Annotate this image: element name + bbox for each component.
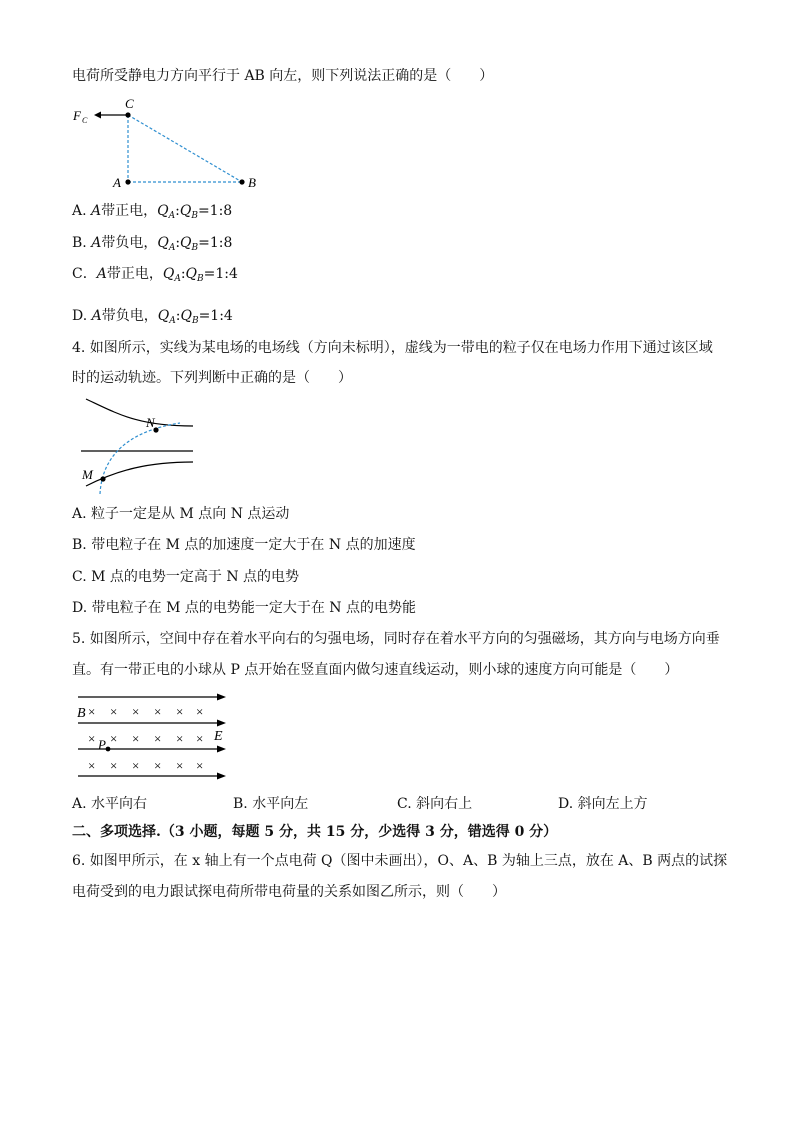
- q3-option-c: C．A带正电，$Q_A:Q_B=1:4$: [72, 266, 238, 284]
- cross-mark: ×: [88, 731, 96, 746]
- q4-stem-line1: 4. 如图所示，实线为某电场的电场线（方向未标明），虚线为一带电的粒子仅在电场力作用下通过该区域: [72, 340, 713, 356]
- q6-stem-line2: 电荷受到的电力跟试探电荷所带电荷量的关系如图乙所示，则（ ）: [72, 884, 506, 900]
- q5-option-d: D. 斜向左上方: [558, 796, 648, 812]
- q3-option-b: B. A带负电，$Q_A:Q_B=1:8$: [72, 235, 233, 253]
- q3-option-a: A. A带正电，$Q_A:Q_B=1:8$: [72, 203, 233, 221]
- cross-mark: ×: [176, 731, 184, 746]
- cross-mark: ×: [110, 704, 118, 719]
- cross-mark: ×: [132, 704, 140, 719]
- q4-option-d: D. 带电粒子在 M 点的电势能一定大于在 N 点的电势能: [72, 600, 417, 616]
- q4-option-c: C. M 点的电势一定高于 N 点的电势: [72, 569, 300, 585]
- q4-option-a: A. 粒子一定是从 M 点向 N 点运动: [72, 506, 290, 522]
- q5-option-a: A. 水平向右: [72, 796, 148, 812]
- q3-stem: 电荷所受静电力方向平行于 AB 向左，则下列说法正确的是（ ）: [72, 68, 494, 84]
- label-p: P: [98, 737, 106, 752]
- label-m: M: [82, 467, 93, 482]
- q3-figure: [70, 96, 270, 196]
- cross-mark: ×: [88, 758, 96, 773]
- cross-mark: ×: [110, 758, 118, 773]
- label-b: B: [248, 175, 256, 190]
- q5-option-c: C. 斜向右上: [397, 796, 473, 812]
- cross-mark: ×: [196, 704, 204, 719]
- label-e: E: [214, 729, 223, 744]
- cross-mark: ×: [132, 731, 140, 746]
- q5-stem-line1: 5. 如图所示，空间中存在着水平向右的匀强电场，同时存在着水平方向的匀强磁场，其方向与电场方向垂: [72, 631, 720, 647]
- cross-mark: ×: [88, 704, 96, 719]
- q6-stem-line1: 6. 如图甲所示，在 x 轴上有一个点电荷 Q（图中未画出），O、A、B 为轴上三点，放在 A、B 两点的试探: [72, 853, 728, 869]
- cross-mark: ×: [196, 758, 204, 773]
- cross-mark: ×: [110, 731, 118, 746]
- q5-option-b: B. 水平向左: [233, 796, 309, 812]
- label-a: A: [113, 175, 121, 190]
- q5-figure: [74, 690, 234, 782]
- q4-figure: [78, 396, 203, 496]
- label-b-field: B: [77, 706, 86, 721]
- q4-option-b: B. 带电粒子在 M 点的加速度一定大于在 N 点的加速度: [72, 537, 416, 553]
- label-fc: F: [73, 108, 81, 123]
- cross-mark: ×: [132, 758, 140, 773]
- label-n: N: [146, 415, 155, 430]
- q4-stem-line2: 时的运动轨迹。下列判断中正确的是（ ）: [72, 370, 352, 386]
- cross-mark: ×: [176, 758, 184, 773]
- q3-option-d: D. A带负电，$Q_A:Q_B=1:4$: [72, 308, 233, 326]
- cross-mark: ×: [196, 731, 204, 746]
- cross-mark: ×: [176, 704, 184, 719]
- section-title: 二、多项选择.（3 小题，每题 5 分，共 15 分，少选得 3 分，错选得 0 分）: [72, 824, 558, 840]
- cross-mark: ×: [154, 731, 162, 746]
- label-c: C: [125, 96, 134, 111]
- cross-mark: ×: [154, 758, 162, 773]
- label-fc-sub: C: [82, 116, 88, 125]
- q5-stem-line2: 直。有一带正电的小球从 P 点开始在竖直面内做匀速直线运动，则小球的速度方向可能是（ ）: [72, 662, 679, 678]
- cross-mark: ×: [154, 704, 162, 719]
